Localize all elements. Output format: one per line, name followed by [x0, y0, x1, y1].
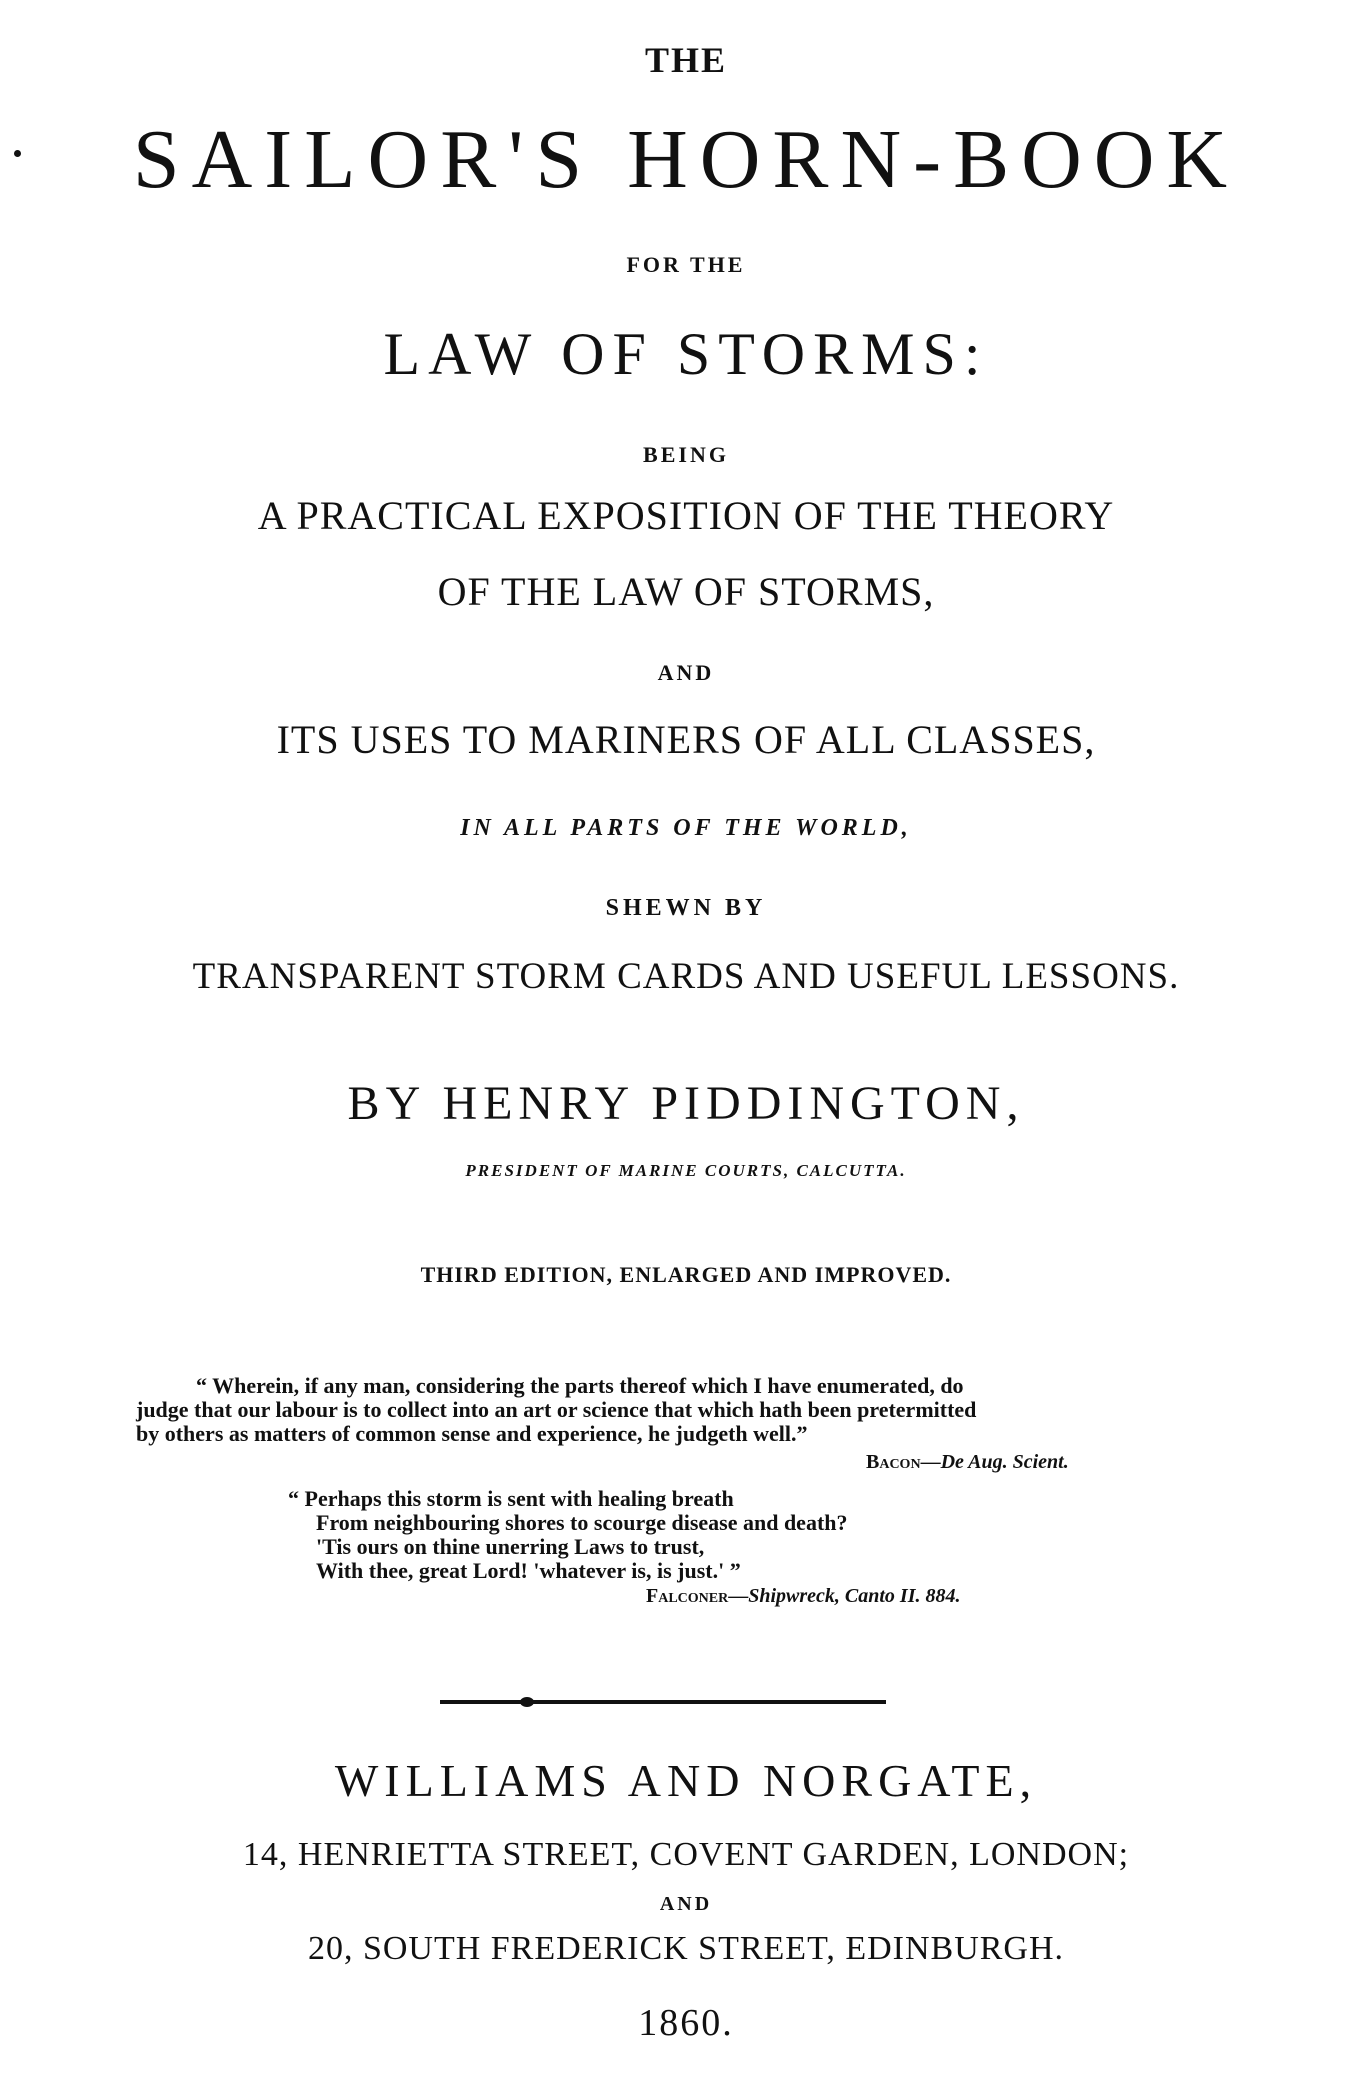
- falconer-attribution-name: Falconer: [646, 1585, 729, 1607]
- falconer-epigraph-line-1: “ Perhaps this storm is sent with healing breath: [288, 1486, 734, 1511]
- publisher-address-london: 14, HENRIETTA STREET, COVENT GARDEN, LONDON;: [242, 1836, 1130, 1873]
- title-article: THE: [644, 40, 728, 80]
- bacon-epigraph-line-1: “ Wherein, if any man, considering the parts thereof which I have enumerated, do: [196, 1373, 964, 1398]
- falconer-attribution-work: Shipwreck, Canto II. 884.: [748, 1585, 961, 1607]
- bacon-attribution: Bacon—De Aug. Scient.: [866, 1451, 1069, 1473]
- bacon-attribution-work: De Aug. Scient.: [940, 1451, 1069, 1473]
- divider-rule-ornament: [520, 1697, 534, 1707]
- author-title: PRESIDENT OF MARINE COURTS, CALCUTTA.: [465, 1161, 907, 1180]
- publication-year: 1860.: [638, 2002, 734, 2044]
- subtitle: LAW OF STORMS:: [383, 321, 989, 387]
- publisher-name: WILLIAMS AND NORGATE,: [334, 1755, 1038, 1806]
- for-the-connector: FOR THE: [626, 252, 746, 277]
- divider-rule: [440, 1700, 886, 1704]
- description-line-1: A PRACTICAL EXPOSITION OF THE THEORY: [257, 493, 1115, 538]
- transparent-storm-cards-line: TRANSPARENT STORM CARDS AND USEFUL LESSONS.: [192, 956, 1180, 997]
- being-connector: BEING: [643, 442, 729, 467]
- main-title: SAILOR'S HORN-BOOK: [132, 113, 1240, 206]
- author-line: BY HENRY PIDDINGTON,: [347, 1077, 1025, 1130]
- bacon-attribution-name: Bacon: [866, 1451, 921, 1473]
- falconer-epigraph-line-2: From neighbouring shores to scourge disease and death?: [316, 1510, 848, 1535]
- description-line-2: OF THE LAW OF STORMS,: [437, 569, 935, 614]
- shewn-by-connector: SHEWN BY: [605, 895, 767, 921]
- and-connector: AND: [657, 660, 715, 685]
- uses-line: ITS USES TO MARINERS OF ALL CLASSES,: [276, 717, 1096, 762]
- bacon-epigraph-line-3: by others as matters of common sense and experience, he judgeth well.”: [136, 1421, 808, 1446]
- imprint-and-connector: AND: [659, 1893, 713, 1915]
- falconer-epigraph-line-4: With thee, great Lord! 'whatever is, is just.' ”: [316, 1558, 741, 1583]
- bacon-epigraph-line-2: judge that our labour is to collect into an art or science that which hath been pretermitted: [136, 1397, 977, 1422]
- falconer-attribution: Falconer—Shipwreck, Canto II. 884.: [646, 1585, 961, 1607]
- edition-statement: THIRD EDITION, ENLARGED AND IMPROVED.: [420, 1262, 952, 1287]
- publisher-address-edinburgh: 20, SOUTH FREDERICK STREET, EDINBURGH.: [307, 1930, 1065, 1967]
- all-parts-line: IN ALL PARTS OF THE WORLD,: [460, 815, 912, 841]
- falconer-epigraph-line-3: 'Tis ours on thine unerring Laws to trust,: [316, 1534, 705, 1559]
